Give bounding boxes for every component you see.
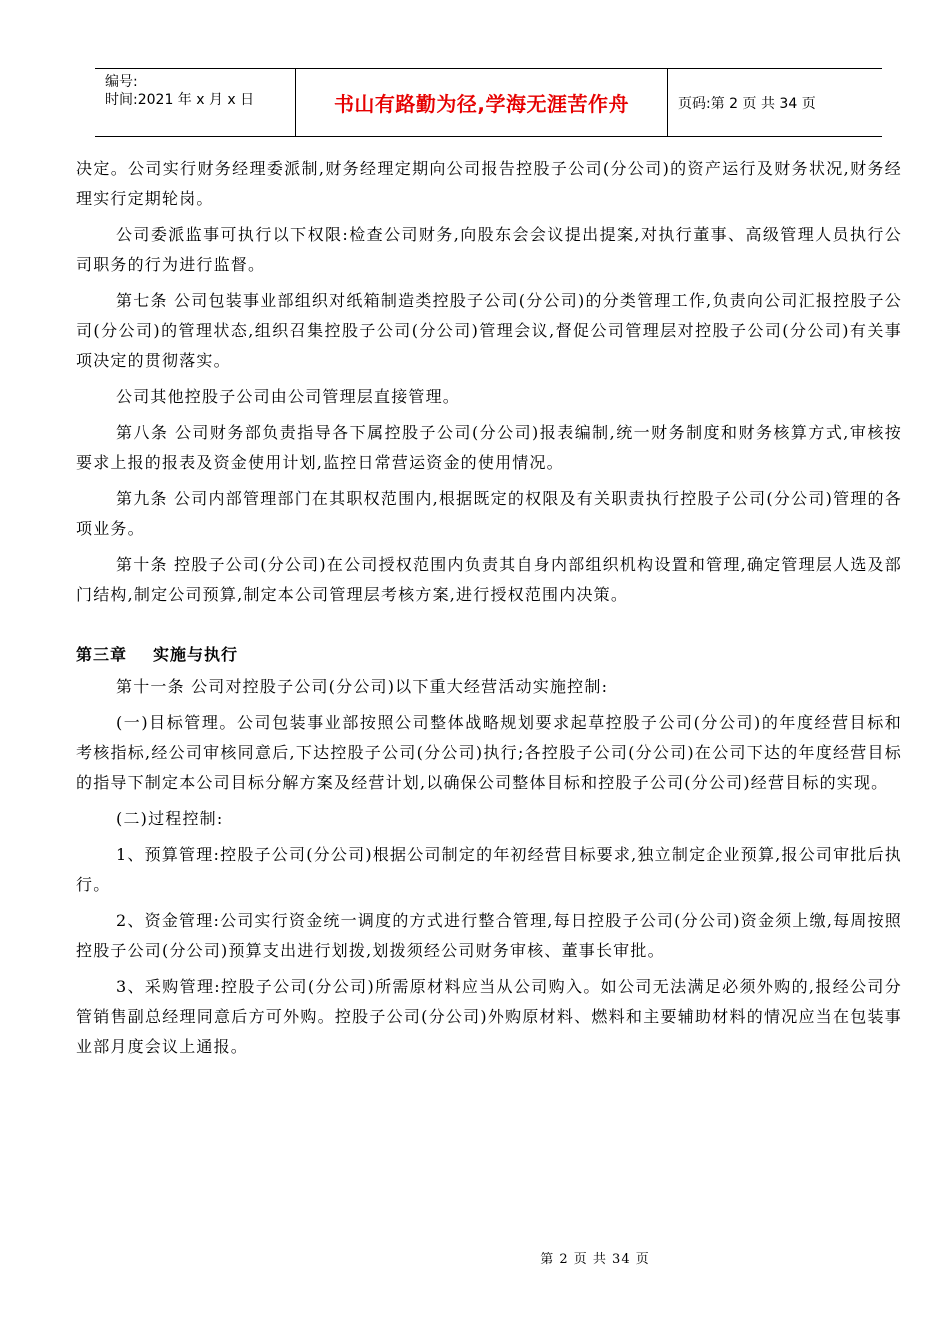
header-page-info: 页码:第 2 页 共 34 页 [678,95,816,112]
header-left-cell [95,69,296,136]
paragraph2-0: 第十一条 公司对控股子公司(分公司)以下重大经营活动实施控制: [116,677,609,696]
code-label: 编号: [105,74,138,90]
paragraph-1: 公司委派监事可执行以下权限:检查公司财务,向股东会会议提出提案,对执行董事、高级管理人员执行公司职务的行为进行监督。 [76,225,902,274]
paragraph-4: 第八条 公司财务部负责指导各下属控股子公司(分公司)报表编制,统一财务制度和财务核算方式,审核按要求上报的报表及资金使用计划,监控日常营运资金的使用情况。 [76,423,902,472]
chapter-number: 第三章 [76,645,128,664]
document-body [76,154,902,1068]
chapter-heading [76,640,902,670]
paragraph-3: 公司其他控股子公司由公司管理层直接管理。 [116,387,461,406]
time-label: 时间:2021 年 x 月 x 日 [105,92,255,108]
paragraph2-3: 1、预算管理:控股子公司(分公司)根据公司制定的年初经营目标要求,独立制定企业预算,报公司审批后执行。 [76,845,902,894]
paragraph-5: 第九条 公司内部管理部门在其职权范围内,根据既定的权限及有关职责执行控股子公司(分公司)管理的各项业务。 [76,489,902,538]
page-header [95,68,882,137]
paragraph2-4: 2、资金管理:公司实行资金统一调度的方式进行整合管理,每日控股子公司(分公司)资金须上缴,每周按照控股子公司(分公司)预算支出进行划拨,划拨须经公司财务审核、董事长审批。 [76,911,902,960]
paragraph-0: 决定。公司实行财务经理委派制,财务经理定期向公司报告控股子公司(分公司)的资产运行及财务状况,财务经理实行定期轮岗。 [76,159,902,208]
paragraph-6: 第十条 控股子公司(分公司)在公司授权范围内负责其自身内部组织机构设置和管理,确定管理层人选及部门结构,制定公司预算,制定本公司管理层考核方案,进行授权范围内决策。 [76,555,902,604]
paragraph2-5: 3、采购管理:控股子公司(分公司)所需原材料应当从公司购入。如公司无法满足必须外购的,报经公司分管销售副总经理同意后方可外购。控股子公司(分公司)外购原材料、燃料和主要辅助材料的情况应当在包装事业部月度会议上通报。 [76,977,902,1056]
paragraph2-2: (二)过程控制: [116,809,224,828]
paragraph-2: 第七条 公司包装事业部组织对纸箱制造类控股子公司(分公司)的分类管理工作,负责向公司汇报控股子公司(分公司)的管理状态,组织召集控股子公司(分公司)管理会议,督促公司管理层对控股子公司(分公司)有关事项决定的贯彻落实。 [76,291,902,370]
paragraph2-1: (一)目标管理。公司包装事业部按照公司整体战略规划要求起草控股子公司(分公司)的年度经营目标和考核指标,经公司审核同意后,下达控股子公司(分公司)执行;各控股子公司(分公司)在公司下达的年度经营目标的指导下制定本公司目标分解方案及经营计划,以确保公司整体目标和控股子公司(分公司)经营目标的实现。 [76,713,902,792]
header-motto: 书山有路勤为径,学海无涯苦作舟 [296,69,668,136]
page-footer: 第 2 页 共 34 页 [540,1252,650,1267]
chapter-title: 实施与执行 [153,645,239,664]
